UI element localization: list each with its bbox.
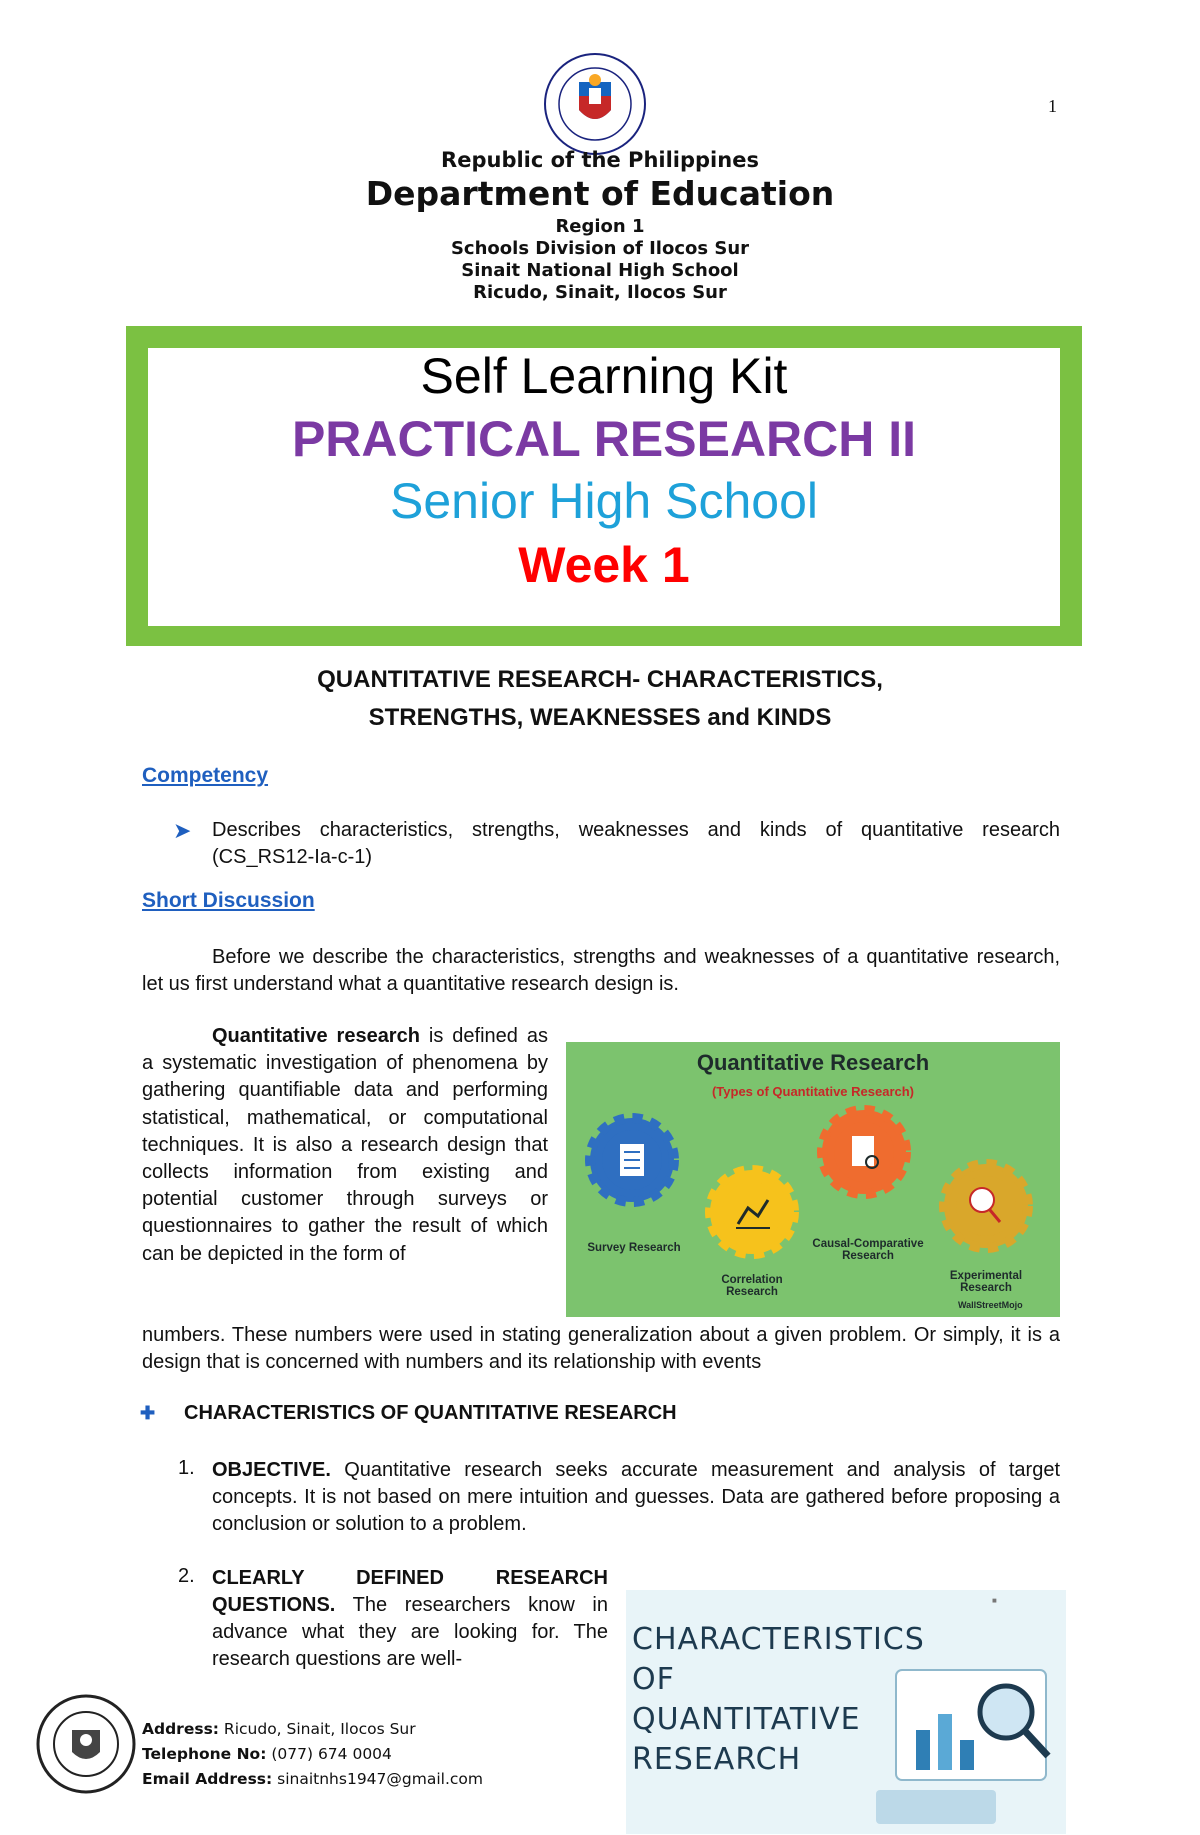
school-seal-logo xyxy=(36,1694,136,1794)
deped-seal-logo xyxy=(543,52,647,156)
characteristics-image xyxy=(626,1590,1066,1834)
discussion-paragraph: Before we describe the characteristics, strengths and weaknesses of a quantitative research, let us first understand what a quantitative research design is. xyxy=(142,946,1060,995)
header-republic: Republic of the Philippines xyxy=(441,148,759,172)
footer-email-label: Email Address: xyxy=(142,1770,273,1788)
item-number-1: 1. xyxy=(178,1457,195,1479)
correlation-gear-icon xyxy=(710,1170,794,1254)
competency-heading: Competency xyxy=(142,764,269,787)
item-text-objective: Quantitative research seeks accurate measurement and analysis of target concepts. It is not based on mere intuition and guesses. Data are gathered before proposing a conclusion or solution to a problem. xyxy=(212,1459,1060,1535)
types-of-quantitative-research-image xyxy=(566,1042,1060,1317)
footer-email xyxy=(142,1770,483,1788)
image-text-line1: CHARACTERISTICS xyxy=(632,1622,925,1657)
footer-address xyxy=(142,1720,416,1738)
image-text-line4: RESEARCH xyxy=(632,1742,802,1777)
footer-email-value[interactable]: sinaitnhs1947@gmail.com xyxy=(272,1770,483,1788)
survey-gear-icon xyxy=(590,1118,674,1202)
page-number: 1 xyxy=(1048,96,1057,116)
footer-telephone xyxy=(142,1745,392,1763)
item-text-research-questions: The researchers know in advance what they are looking for. The research questions are well- xyxy=(212,1594,608,1670)
characteristics-image-text xyxy=(632,1620,925,1780)
label-experimental-research: Experimental Research xyxy=(949,1270,1023,1294)
item-title-objective: OBJECTIVE. xyxy=(212,1459,331,1481)
label-survey-research: Survey Research xyxy=(587,1242,681,1254)
image-text-line2: OF xyxy=(632,1662,675,1697)
header-region: Region 1 xyxy=(555,216,645,237)
item-number-2: 2. xyxy=(178,1565,195,1587)
characteristics-heading: CHARACTERISTICS OF QUANTITATIVE RESEARCH xyxy=(184,1402,677,1424)
header-division: Schools Division of Ilocos Sur xyxy=(450,238,750,259)
title-level: Senior High School xyxy=(389,473,819,529)
title-week: Week 1 xyxy=(518,537,690,593)
footer-telephone-label: Telephone No: xyxy=(142,1745,267,1763)
header-location: Ricudo, Sinait, Ilocos Sur xyxy=(473,282,727,303)
plus-bullet-icon: ✚ xyxy=(140,1403,156,1423)
image-text-line3: QUANTITATIVE xyxy=(632,1702,861,1737)
header-school: Sinait National High School xyxy=(461,260,739,281)
title-subject: PRACTICAL RESEARCH II xyxy=(291,411,917,467)
footer-address-label: Address: xyxy=(142,1720,219,1738)
footer-telephone-value: (077) 674 0004 xyxy=(266,1745,392,1763)
title-self-learning-kit: Self Learning Kit xyxy=(420,348,788,404)
image-logo-icon: ■ xyxy=(992,1596,997,1605)
header-department: Department of Education xyxy=(365,174,835,213)
definition-text: is defined as a systematic investigation of phenomena by gathering quantifiable data and performing statistical, mathematical, or computational techniques. It is also a research design that collects information from existing and potential customer through surveys or questionnaires to gather the result of which can be depicted in the form of xyxy=(142,1025,548,1265)
experimental-gear-icon xyxy=(944,1164,1028,1248)
definition-continuation: numbers. These numbers were used in stating generalization about a given problem. Or simply, it is a design that is concerned with numbers and its relationship with events xyxy=(142,1324,1060,1373)
quantitative-research-definition xyxy=(142,1023,548,1268)
characteristic-research-questions xyxy=(212,1565,608,1673)
label-correlation-research: Correlation Research xyxy=(721,1274,783,1298)
footer-address-value: Ricudo, Sinait, Ilocos Sur xyxy=(219,1720,416,1738)
item-title-research-questions: CLEARLY DEFINED RESEARCH QUESTIONS. xyxy=(212,1567,608,1616)
label-causal-comparative-research: Causal-Comparative Research xyxy=(812,1238,924,1262)
infographic-subtitle: (Types of Quantitative Research) xyxy=(711,1084,915,1099)
image-credit: WallStreetMojo xyxy=(958,1300,1023,1310)
topic-title-line1: QUANTITATIVE RESEARCH- CHARACTERISTICS, xyxy=(317,666,883,693)
characteristic-objective xyxy=(212,1457,1060,1538)
definition-term: Quantitative research xyxy=(212,1025,420,1047)
infographic-title: Quantitative Research xyxy=(696,1050,930,1075)
discussion-heading: Short Discussion xyxy=(142,889,315,912)
arrow-bullet-icon: ➤ xyxy=(173,818,192,843)
competency-text: Describes characteristics, strengths, weaknesses and kinds of quantitative research (CS_RS12-Ia-c-1) xyxy=(212,819,1060,868)
topic-title-line2: STRENGTHS, WEAKNESSES and KINDS xyxy=(368,704,832,731)
causal-comparative-gear-icon xyxy=(822,1110,906,1194)
